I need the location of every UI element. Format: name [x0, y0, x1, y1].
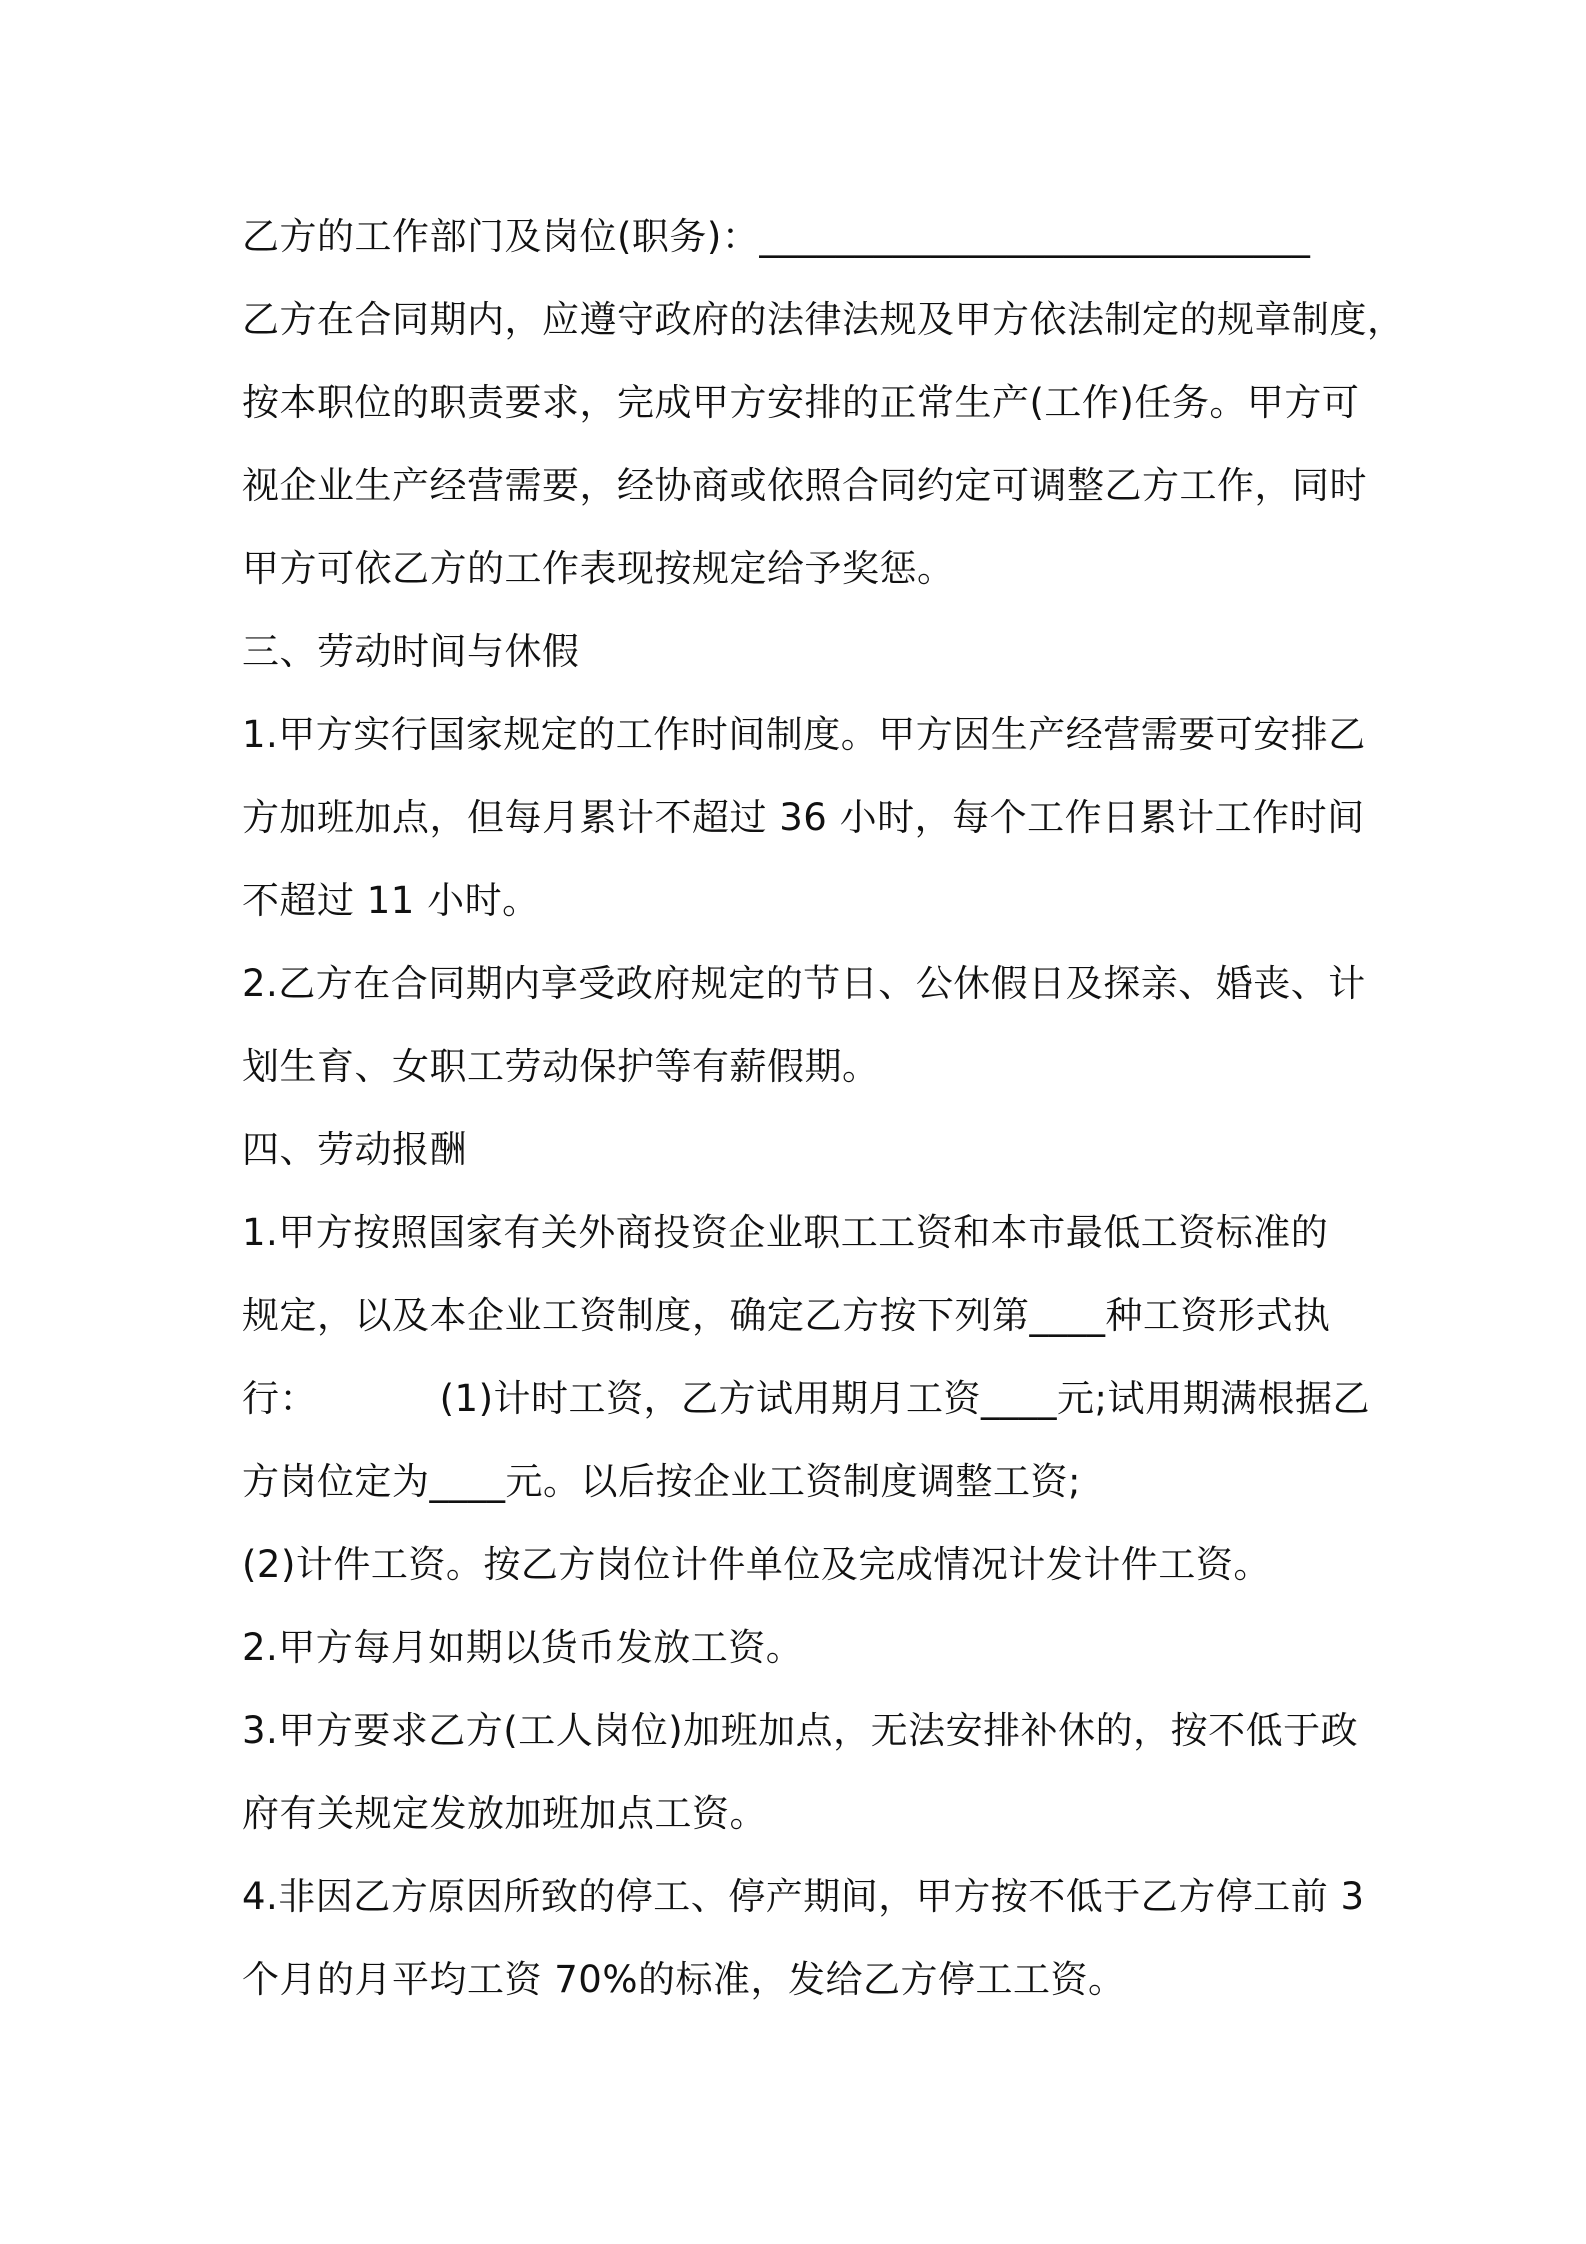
paragraph-line: 视企业生产经营需要，经协商或依照合同约定可调整乙方工作，同时 — [242, 464, 1367, 507]
paragraph-line: 甲方可依乙方的工作表现按规定给予奖惩。 — [242, 547, 955, 590]
clause-line: 3.甲方要求乙方(工人岗位)加班加点，无法安排补休的，按不低于政 — [242, 1709, 1359, 1752]
clause-line: 行： (1)计时工资，乙方试用期月工资____元;试用期满根据乙 — [242, 1377, 1370, 1420]
clause-line: 2.乙方在合同期内享受政府规定的节日、公休假日及探亲、婚丧、计 — [242, 962, 1366, 1005]
clause-line: 1.甲方按照国家有关外商投资企业职工工资和本市最低工资标准的 — [242, 1211, 1329, 1254]
clause-line: 个月的月平均工资 70%的标准，发给乙方停工工资。 — [242, 1958, 1126, 2001]
clause-line: 方加班加点，但每月累计不超过 36 小时，每个工作日累计工作时间 — [242, 796, 1365, 839]
clause-line: 府有关规定发放加班加点工资。 — [242, 1792, 767, 1835]
clause-line: 划生育、女职工劳动保护等有薪假期。 — [242, 1045, 880, 1088]
section-heading-4: 四、劳动报酬 — [242, 1128, 467, 1171]
section-heading-3: 三、劳动时间与休假 — [242, 630, 580, 673]
clause-line: 4.非因乙方原因所致的停工、停产期间，甲方按不低于乙方停工前 3 — [242, 1875, 1365, 1918]
clause-line: 规定，以及本企业工资制度，确定乙方按下列第____种工资形式执 — [242, 1294, 1331, 1337]
clause-line: (2)计件工资。按乙方岗位计件单位及完成情况计发计件工资。 — [242, 1543, 1271, 1586]
paragraph-line: 乙方在合同期内，应遵守政府的法律法规及甲方依法制定的规章制度， — [242, 298, 1405, 341]
clause-line: 方岗位定为____元。以后按企业工资制度调整工资; — [242, 1460, 1081, 1503]
document-body — [242, 195, 1405, 2021]
clause-line: 1.甲方实行国家规定的工作时间制度。甲方因生产经营需要可安排乙 — [242, 713, 1366, 756]
clause-line: 2.甲方每月如期以货币发放工资。 — [242, 1626, 804, 1669]
paragraph-line: 按本职位的职责要求，完成甲方安排的正常生产(工作)任务。甲方可 — [242, 381, 1360, 424]
clause-line: 不超过 11 小时。 — [242, 879, 540, 922]
position-line: 乙方的工作部门及岗位(职务)：_____________________________ — [242, 215, 1311, 258]
